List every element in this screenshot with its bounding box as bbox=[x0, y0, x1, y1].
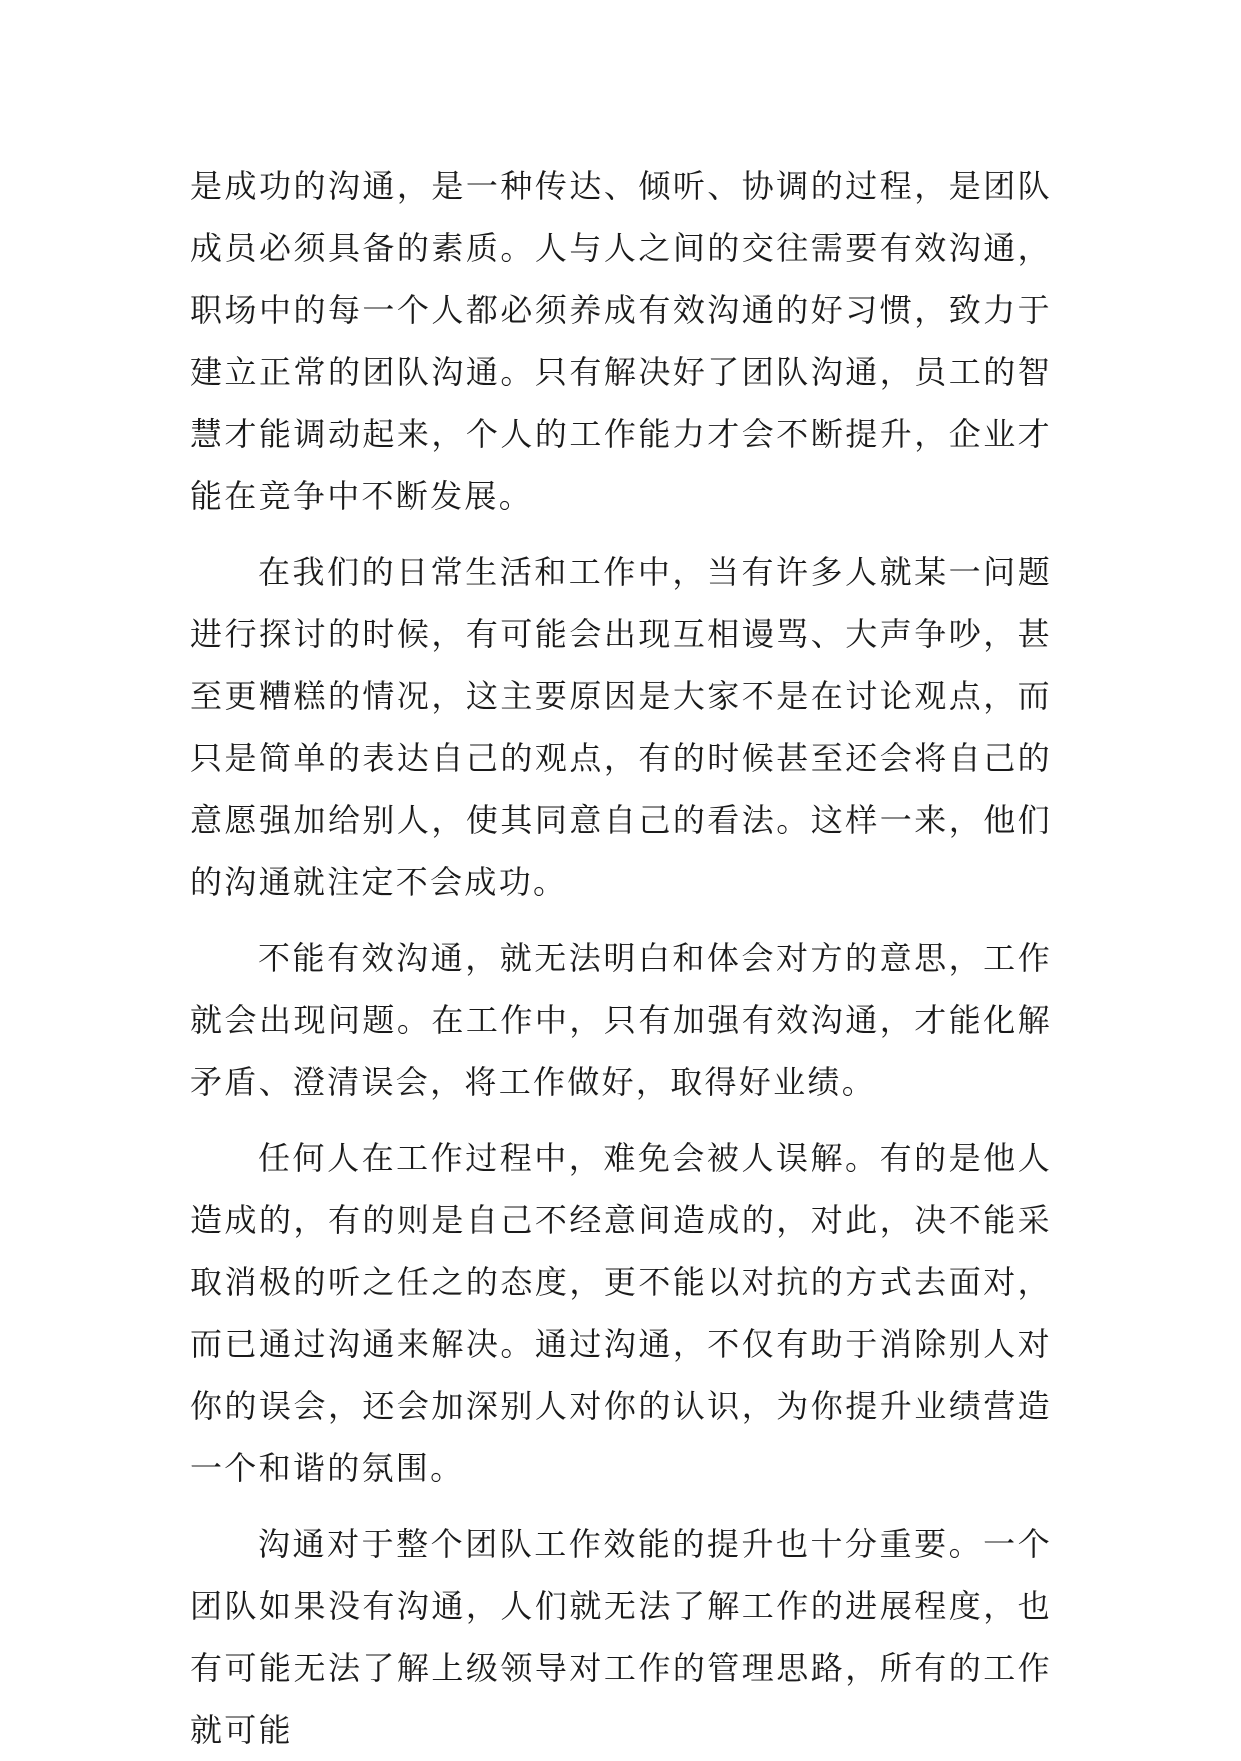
body-text bbox=[190, 155, 1052, 1761]
paragraph-3: 不能有效沟通，就无法明白和体会对方的意思，工作就会出现问题。在工作中，只有加强有效沟通，才能化解矛盾、澄清误会，将工作做好，取得好业绩。 bbox=[190, 939, 1052, 1101]
paragraph-1: 是成功的沟通，是一种传达、倾听、协调的过程，是团队成员必须具备的素质。人与人之间的交往需要有效沟通，职场中的每一个人都必须养成有效沟通的好习惯，致力于建立正常的团队沟通。只有解决好了团队沟通，员工的智慧才能调动起来，个人的工作能力才会不断提升，企业才能在竞争中不断发展。 bbox=[190, 167, 1052, 515]
paragraph-4: 任何人在工作过程中，难免会被人误解。有的是他人造成的，有的则是自己不经意间造成的，对此，决不能采取消极的听之任之的态度，更不能以对抗的方式去面对，而已通过沟通来解决。通过沟通，不仅有助于消除别人对你的误会，还会加深别人对你的认识，为你提升业绩营造一个和谐的氛围。 bbox=[190, 1139, 1052, 1487]
paragraph-2: 在我们的日常生活和工作中，当有许多人就某一问题进行探讨的时候，有可能会出现互相谩骂、大声争吵，甚至更糟糕的情况，这主要原因是大家不是在讨论观点，而只是简单的表达自己的观点，有的时候甚至还会将自己的意愿强加给别人，使其同意自己的看法。这样一来，他们的沟通就注定不会成功。 bbox=[190, 553, 1052, 901]
paragraph-5: 沟通对于整个团队工作效能的提升也十分重要。一个团队如果没有沟通，人们就无法了解工作的进展程度，也有可能无法了解上级领导对工作的管理思路，所有的工作就可能 bbox=[190, 1525, 1052, 1749]
